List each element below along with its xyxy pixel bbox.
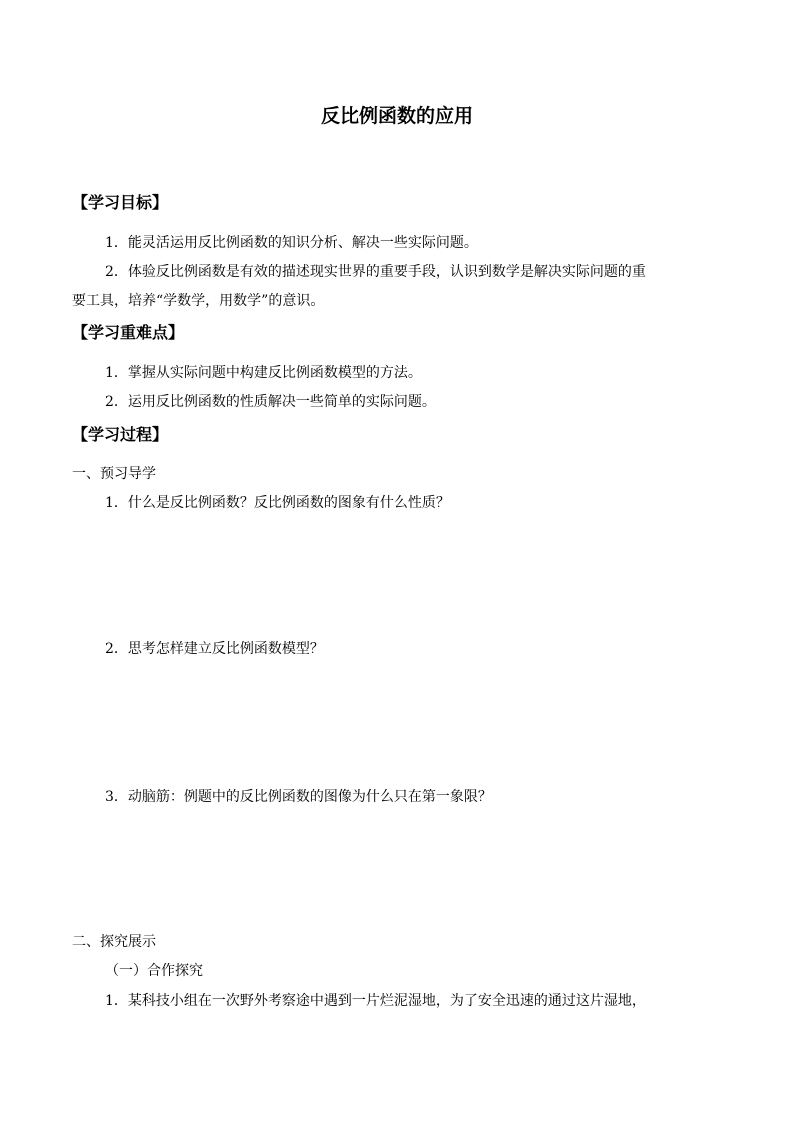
- subsection-heading-explore: 二、探究展示: [72, 934, 156, 950]
- page-title: 反比例函数的应用: [320, 105, 473, 127]
- preview-question: 3．动脑筋：例题中的反比例函数的图像为什么只在第一象限？: [105, 789, 492, 805]
- preview-question: 2．思考怎样建立反比例函数模型？: [105, 641, 324, 657]
- explore-subheading: （一）合作探究: [105, 963, 203, 979]
- section-heading-keypoints: 【学习重难点】: [72, 323, 185, 342]
- goal-item: 1．能灵活运用反比例函数的知识分析、解决一些实际问题。: [105, 235, 478, 251]
- explore-item: 1．某科技小组在一次野外考察途中遇到一片烂泥湿地，为了安全迅速的通过这片湿地，: [105, 993, 646, 1009]
- preview-question: 1．什么是反比例函数？反比例函数的图象有什么性质？: [105, 495, 450, 511]
- goal-item: 2．体验反比例函数是有效的描述现实世界的重要手段，认识到数学是解决实际问题的重: [105, 264, 646, 280]
- section-heading-process: 【学习过程】: [72, 425, 169, 444]
- subsection-heading-preview: 一、预习导学: [72, 466, 156, 482]
- keypoint-item: 1．掌握从实际问题中构建反比例函数模型的方法。: [105, 365, 422, 381]
- keypoint-item: 2．运用反比例函数的性质解决一些简单的实际问题。: [105, 394, 436, 410]
- goal-item-continuation: 要工具，培养“学数学，用数学”的意识。: [72, 293, 325, 309]
- section-heading-goals: 【学习目标】: [72, 193, 169, 212]
